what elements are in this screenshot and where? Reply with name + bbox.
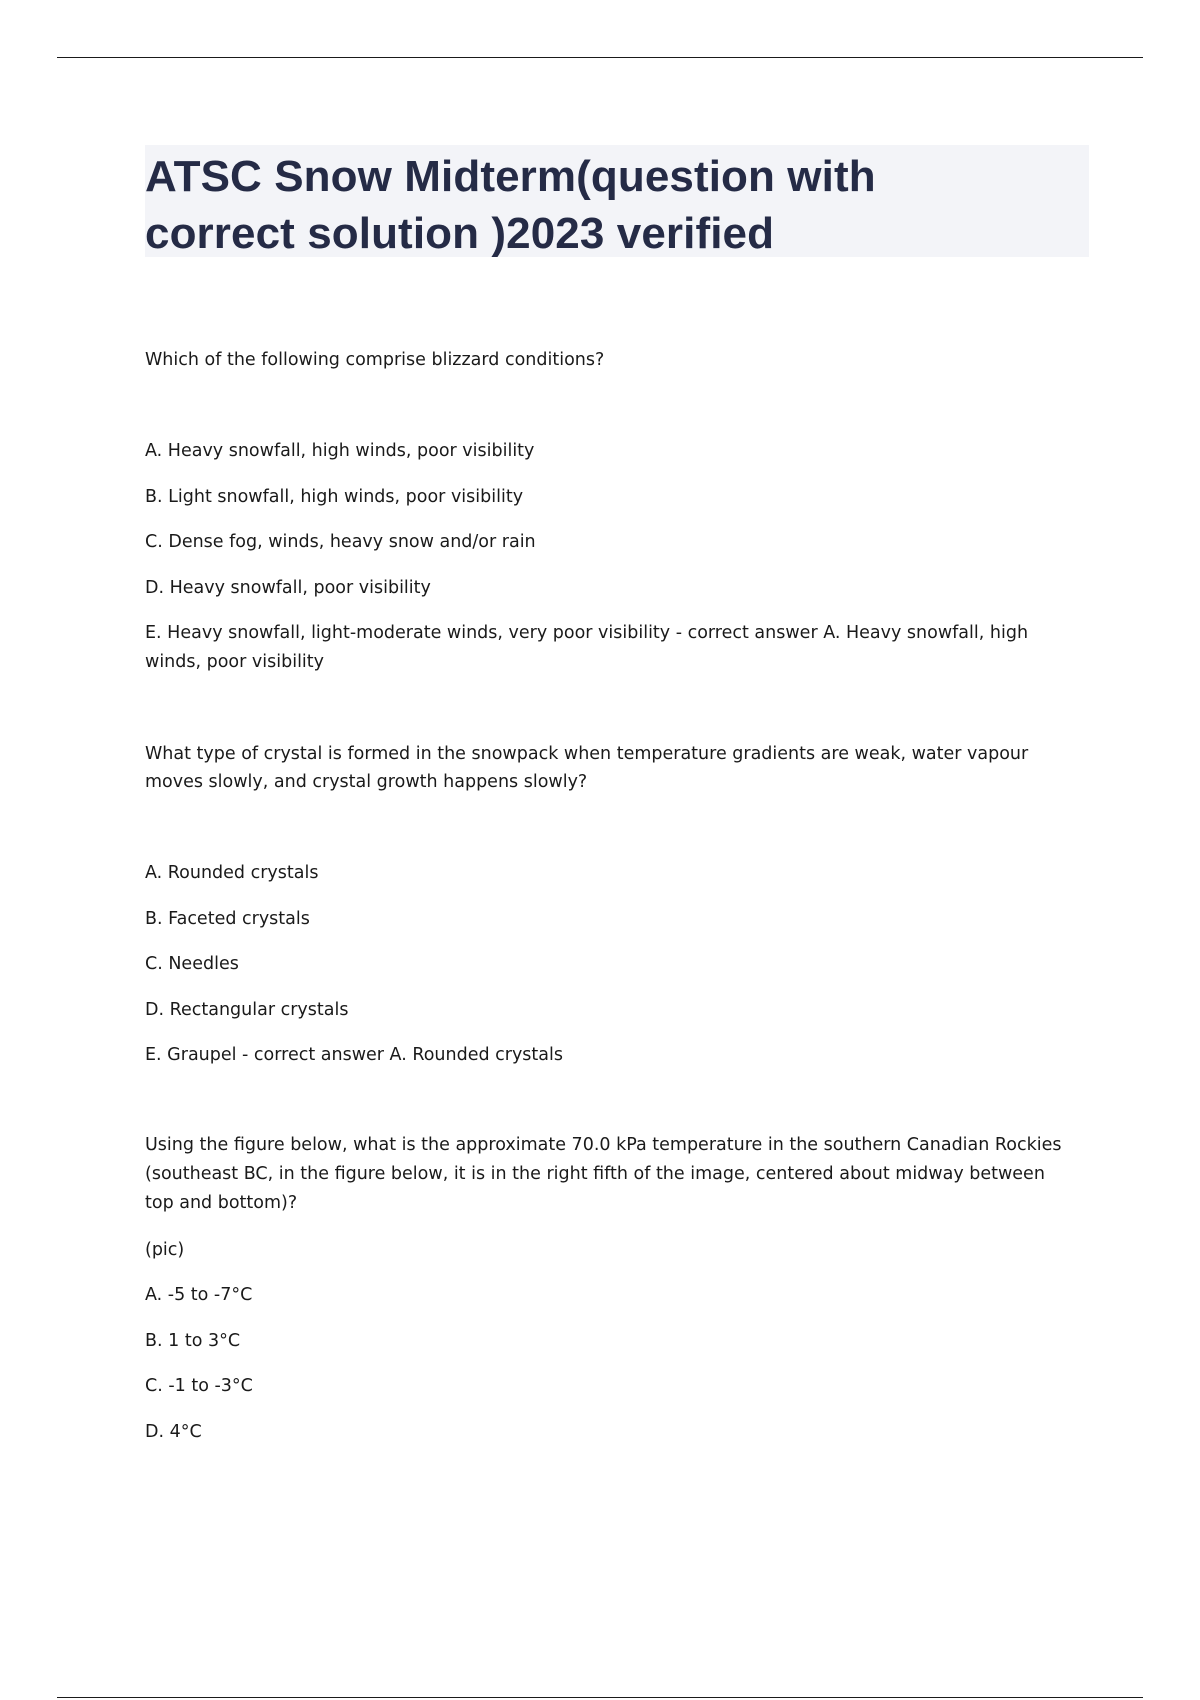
question-3-option-d: D. 4°C <box>145 1422 202 1442</box>
question-2-option-e-answer: E. Graupel - correct answer A. Rounded crystals <box>145 1045 563 1065</box>
bottom-rule <box>57 1697 1143 1698</box>
question-1-option-a: A. Heavy snowfall, high winds, poor visibility <box>145 441 535 461</box>
question-1-option-c: C. Dense fog, winds, heavy snow and/or rain <box>145 532 536 552</box>
question-1-option-e-answer: E. Heavy snowfall, light-moderate winds, very poor visibility - correct answer A. Heavy snowfall, high <box>145 623 1029 643</box>
page-title <box>145 148 876 262</box>
question-2-option-d: D. Rectangular crystals <box>145 1000 349 1020</box>
question-3-figure-placeholder: (pic) <box>145 1240 185 1260</box>
question-3-option-b: B. 1 to 3°C <box>145 1331 241 1351</box>
question-1-prompt: Which of the following comprise blizzard conditions? <box>145 350 605 370</box>
question-3-prompt-line-1: Using the figure below, what is the approximate 70.0 kPa temperature in the southern Canadian Rockies <box>145 1135 1062 1155</box>
title-banner <box>145 145 1089 257</box>
title-line-2: correct solution )2023 verified <box>145 209 775 258</box>
title-line-1: ATSC Snow Midterm(question with <box>145 152 876 201</box>
question-2-prompt-line-2: moves slowly, and crystal growth happens slowly? <box>145 772 588 792</box>
question-1-option-b: B. Light snowfall, high winds, poor visibility <box>145 487 524 507</box>
question-3-option-a: A. -5 to -7°C <box>145 1285 253 1305</box>
question-2-option-a: A. Rounded crystals <box>145 863 319 883</box>
question-2-option-b: B. Faceted crystals <box>145 909 310 929</box>
question-3-prompt-line-2: (southeast BC, in the figure below, it is in the right fifth of the image, centered about midway between <box>145 1164 1045 1184</box>
top-rule <box>57 57 1143 58</box>
question-3-prompt-line-3: top and bottom)? <box>145 1193 298 1213</box>
question-2-prompt-line-1: What type of crystal is formed in the snowpack when temperature gradients are weak, water vapour <box>145 744 1029 764</box>
question-1-answer-continued: winds, poor visibility <box>145 652 325 672</box>
question-1-option-d: D. Heavy snowfall, poor visibility <box>145 578 431 598</box>
question-2-option-c: C. Needles <box>145 954 239 974</box>
question-3-option-c: C. -1 to -3°C <box>145 1376 253 1396</box>
